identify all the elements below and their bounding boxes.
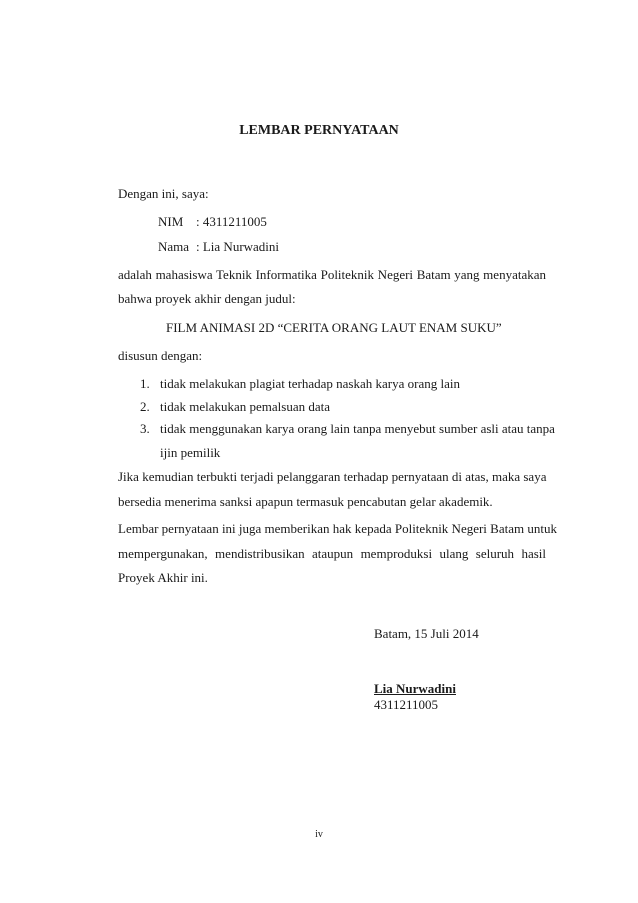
nim-value: : 4311211005	[196, 214, 267, 229]
signature-name: Lia Nurwadini	[374, 681, 456, 696]
paragraph-2-line-1: Lembar pernyataan ini juga memberikan hak kepada Politeknik Negeri Batam untuk	[118, 521, 557, 536]
signature-place-date: Batam, 15 Juli 2014	[374, 626, 479, 641]
list-item-number: 3.	[140, 421, 150, 436]
nim-label: NIM	[158, 214, 184, 229]
page-title: LEMBAR PERNYATAAN	[239, 123, 399, 138]
list-item-text: tidak melakukan pemalsuan data	[160, 399, 331, 414]
compiled-with-text: disusun dengan:	[118, 348, 203, 363]
intro-text: Dengan ini, saya:	[118, 186, 209, 201]
signature-id: 4311211005	[374, 697, 439, 712]
paragraph-2-line-3: Proyek Akhir ini.	[118, 570, 208, 585]
paragraph-1-line-1: Jika kemudian terbukti terjadi pelanggaran terhadap pernyataan di atas, maka saya	[118, 469, 547, 484]
page-number: iv	[315, 829, 323, 840]
name-label: Nama	[158, 239, 190, 254]
list-item-text: tidak menggunakan karya orang lain tanpa menyebut sumber asli atau tanpa	[160, 421, 555, 436]
statement-line-2: bahwa proyek akhir dengan judul:	[118, 291, 296, 306]
name-value: : Lia Nurwadini	[196, 239, 280, 254]
list-item-continuation: ijin pemilik	[160, 445, 221, 460]
list-item-text: tidak melakukan plagiat terhadap naskah karya orang lain	[160, 376, 460, 391]
project-title: FILM ANIMASI 2D “CERITA ORANG LAUT ENAM SUKU”	[166, 320, 502, 335]
statement-line-1: adalah mahasiswa Teknik Informatika Politeknik Negeri Batam yang menyatakan	[118, 267, 546, 282]
paragraph-1-line-2: bersedia menerima sanksi apapun termasuk pencabutan gelar akademik.	[118, 494, 493, 509]
paragraph-2-line-2: mempergunakan, mendistribusikan ataupun memproduksi ulang seluruh hasil	[118, 546, 546, 561]
list-item-number: 2.	[140, 399, 150, 414]
list-item-number: 1.	[140, 376, 150, 391]
